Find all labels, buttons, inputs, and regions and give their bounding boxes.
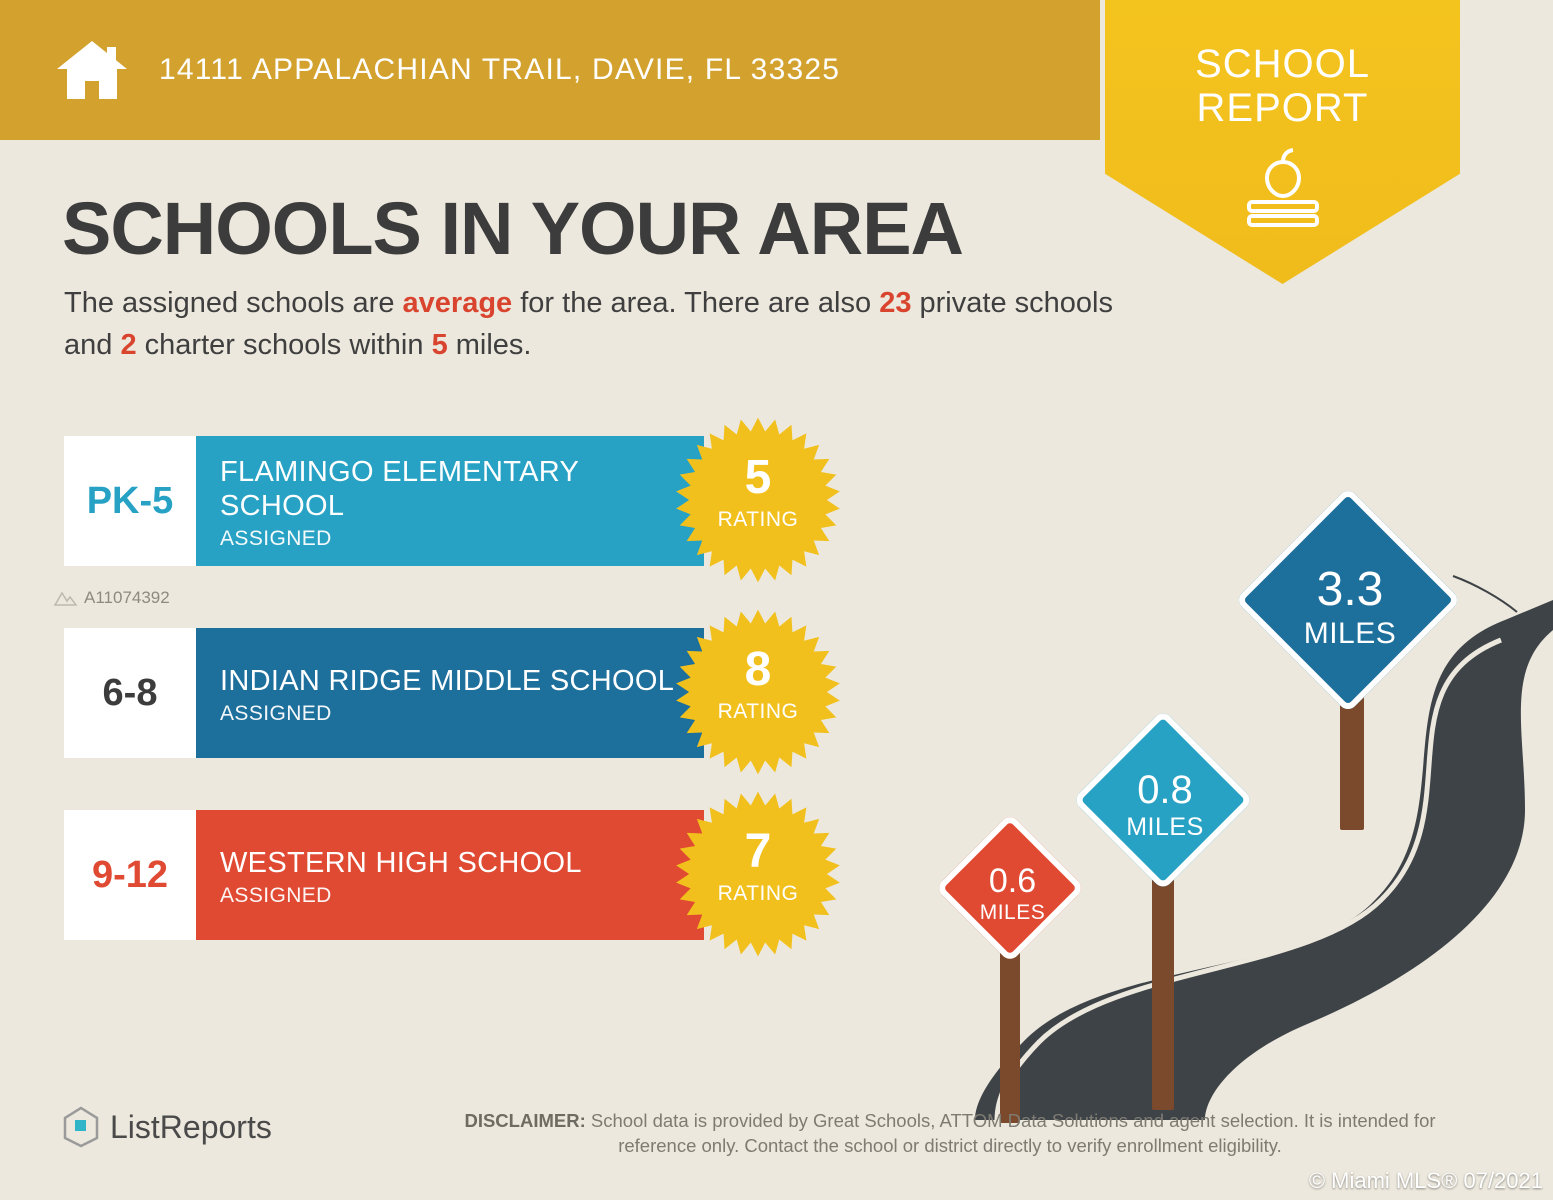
school-row — [64, 628, 704, 758]
intro-part-3: private schools and — [64, 287, 1113, 361]
school-grade-range: 6-8 — [64, 628, 196, 758]
distance-sign-1 — [930, 810, 1095, 1120]
rating-label: RATING — [717, 508, 799, 531]
sign-post — [1152, 860, 1174, 1110]
sign-caption — [1070, 768, 1260, 842]
sign-distance-value: 0.8 — [1137, 768, 1193, 812]
rating-value: 7 — [744, 825, 772, 878]
school-info — [196, 810, 704, 940]
disclaimer-text — [455, 1108, 1445, 1158]
school-grade-range: PK-5 — [64, 436, 196, 566]
property-address: 14111 APPALACHIAN TRAIL, DAVIE, FL 33325 — [159, 53, 841, 86]
badge-line-2: REPORT — [1196, 86, 1369, 130]
intro-part-2: for the area. There are also — [512, 287, 880, 319]
listreports-logo-text: ListReports — [110, 1108, 272, 1145]
school-rating-badge — [674, 790, 842, 958]
school-name: FLAMINGO ELEMENTARY SCHOOL — [220, 456, 579, 522]
intro-highlight-average: average — [402, 287, 513, 319]
school-report-badge — [1105, 0, 1460, 284]
intro-highlight-charter-count: 2 — [120, 329, 137, 361]
page-title: SCHOOLS IN YOUR AREA — [62, 187, 963, 270]
intro-paragraph — [64, 282, 1114, 366]
rating-label: RATING — [717, 700, 799, 723]
rating-value: 5 — [744, 451, 772, 504]
school-row — [64, 810, 704, 940]
school-rating-badge — [674, 608, 842, 776]
intro-part-5: miles. — [447, 329, 532, 361]
mls-id-text: A11074392 — [84, 588, 170, 607]
intro-part-4: charter schools within — [136, 329, 432, 361]
school-status: ASSIGNED — [220, 702, 332, 725]
mls-credit: © Miami MLS® 07/2021 — [1308, 1168, 1543, 1193]
sign-caption — [930, 862, 1095, 925]
listreports-mark-icon — [62, 1106, 100, 1148]
intro-part-1: The assigned schools are — [64, 287, 403, 319]
listreports-logo[interactable] — [62, 1106, 272, 1148]
school-name: WESTERN HIGH SCHOOL — [220, 847, 582, 879]
sign-distance-value: 0.6 — [988, 862, 1037, 900]
school-rating-badge — [674, 416, 842, 584]
rating-value: 8 — [744, 643, 772, 696]
distance-sign-3 — [1235, 490, 1465, 830]
school-name: INDIAN RIDGE MIDDLE SCHOOL — [220, 665, 675, 697]
school-info — [196, 436, 704, 566]
school-grade-range: 9-12 — [64, 810, 196, 940]
badge-text — [1105, 42, 1460, 130]
sign-caption — [1235, 562, 1465, 651]
disclaimer-label: DISCLAIMER: — [464, 1110, 586, 1131]
header-content — [0, 39, 840, 101]
sign-distance-unit: MILES — [979, 901, 1046, 924]
disclaimer-body: School data is provided by Great Schools, ATTOM Data Solutions and agent selection. It is intended for reference only. Contact the school or district directly to verify enrollment eligibility. — [585, 1110, 1436, 1156]
distance-sign-2 — [1070, 710, 1260, 1110]
badge-line-1: SCHOOL — [1195, 42, 1370, 86]
school-status: ASSIGNED — [220, 527, 332, 550]
school-info — [196, 628, 704, 758]
school-status: ASSIGNED — [220, 884, 332, 907]
rating-label: RATING — [717, 882, 799, 905]
school-row — [64, 436, 704, 566]
apple-on-books-icon — [1235, 144, 1331, 235]
header-bar — [0, 0, 1100, 140]
sign-post — [1000, 938, 1020, 1123]
home-icon — [55, 39, 129, 101]
intro-highlight-radius: 5 — [431, 329, 448, 361]
intro-highlight-private-count: 23 — [879, 287, 912, 319]
watermark-icon — [52, 585, 78, 611]
sign-distance-unit: MILES — [1303, 617, 1397, 650]
distance-road-illustration — [905, 480, 1553, 1120]
sign-distance-value: 3.3 — [1316, 563, 1384, 616]
sign-distance-unit: MILES — [1126, 813, 1204, 841]
mls-id-watermark — [52, 585, 170, 611]
